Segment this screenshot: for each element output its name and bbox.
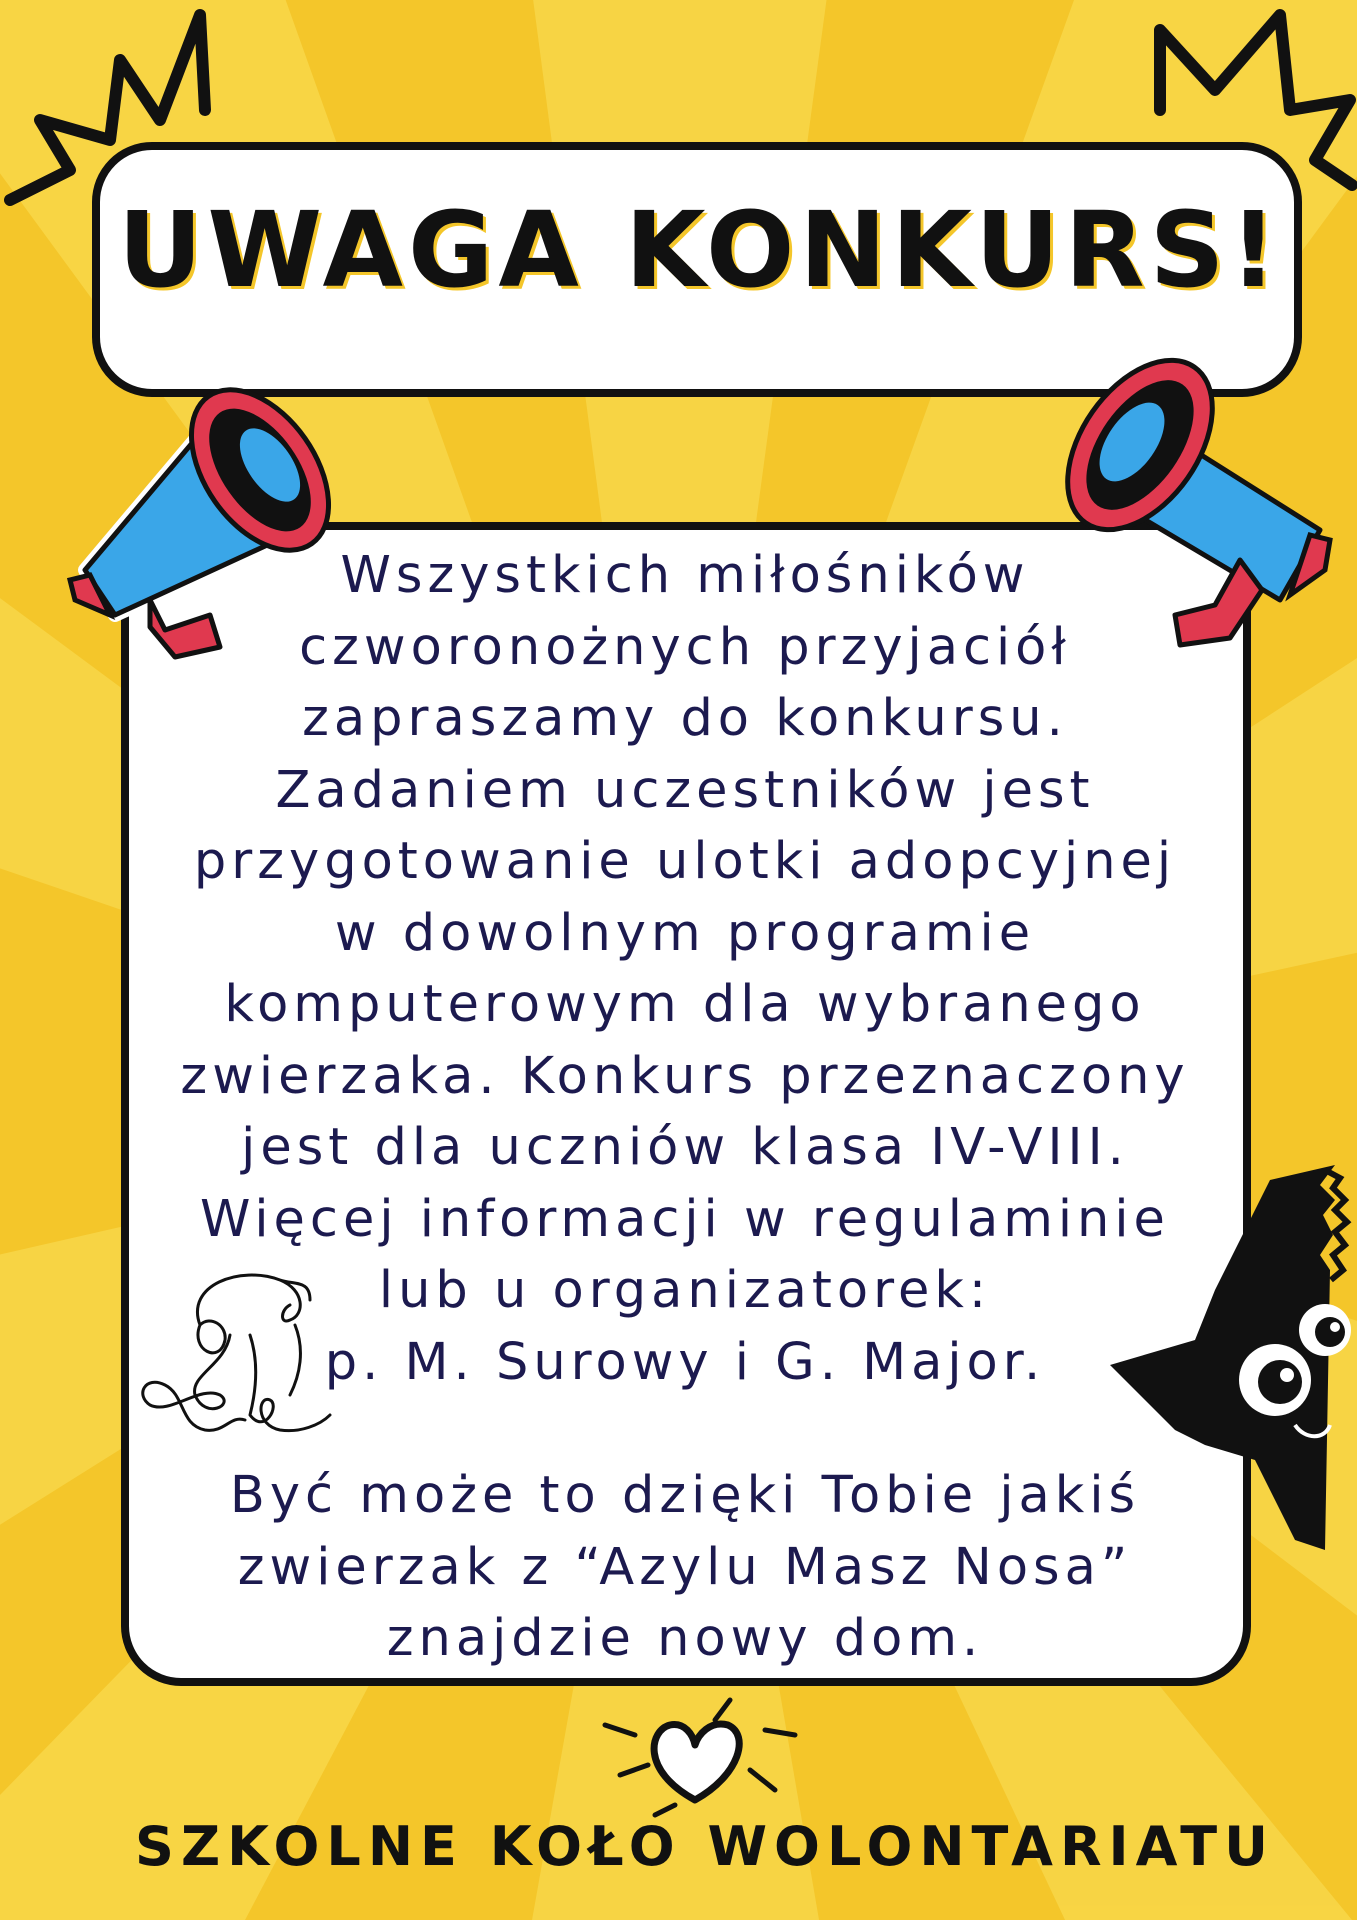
body-line: p. M. Surowy i G. Major. — [324, 1332, 1046, 1392]
body-line: przygotowanie ulotki adopcyjnej — [193, 832, 1177, 891]
body-line: Wszystkich miłośników — [340, 546, 1030, 605]
dog-line-drawing-icon — [130, 1255, 340, 1445]
body-line: zwierzaka. Konkurs przeznaczony — [180, 1046, 1190, 1106]
body-line: Zadaniem uczestników jest — [275, 760, 1095, 820]
body-line: zapraszamy do konkursu. — [302, 689, 1068, 748]
peeking-cat-icon — [1095, 1160, 1357, 1555]
body-line: lub u organizatorek: — [378, 1261, 992, 1320]
closing-line: Być może to dzięki Tobie jakiś — [229, 1466, 1141, 1525]
poster-title: UWAGA KONKURS! — [117, 189, 1283, 311]
closing-line: zwierzak z “Azylu Masz Nosa” — [237, 1537, 1133, 1597]
body-line: Więcej informacji w regulaminie — [200, 1189, 1170, 1249]
body-line: jest dla uczniów klasa IV-VIII. — [241, 1118, 1129, 1177]
heart-icon — [600, 1690, 800, 1820]
closing-line: znajdzie nowy dom. — [386, 1609, 984, 1668]
body-line: w dowolnym programie — [334, 903, 1036, 963]
organizer-name: SZKOLNE KOŁO WOLONTARIATU — [135, 1815, 1275, 1878]
body-line: komputerowym dla wybranego — [224, 975, 1146, 1034]
closing-message — [150, 1460, 1220, 1675]
body-line: czworonożnych przyjaciół — [299, 617, 1071, 677]
